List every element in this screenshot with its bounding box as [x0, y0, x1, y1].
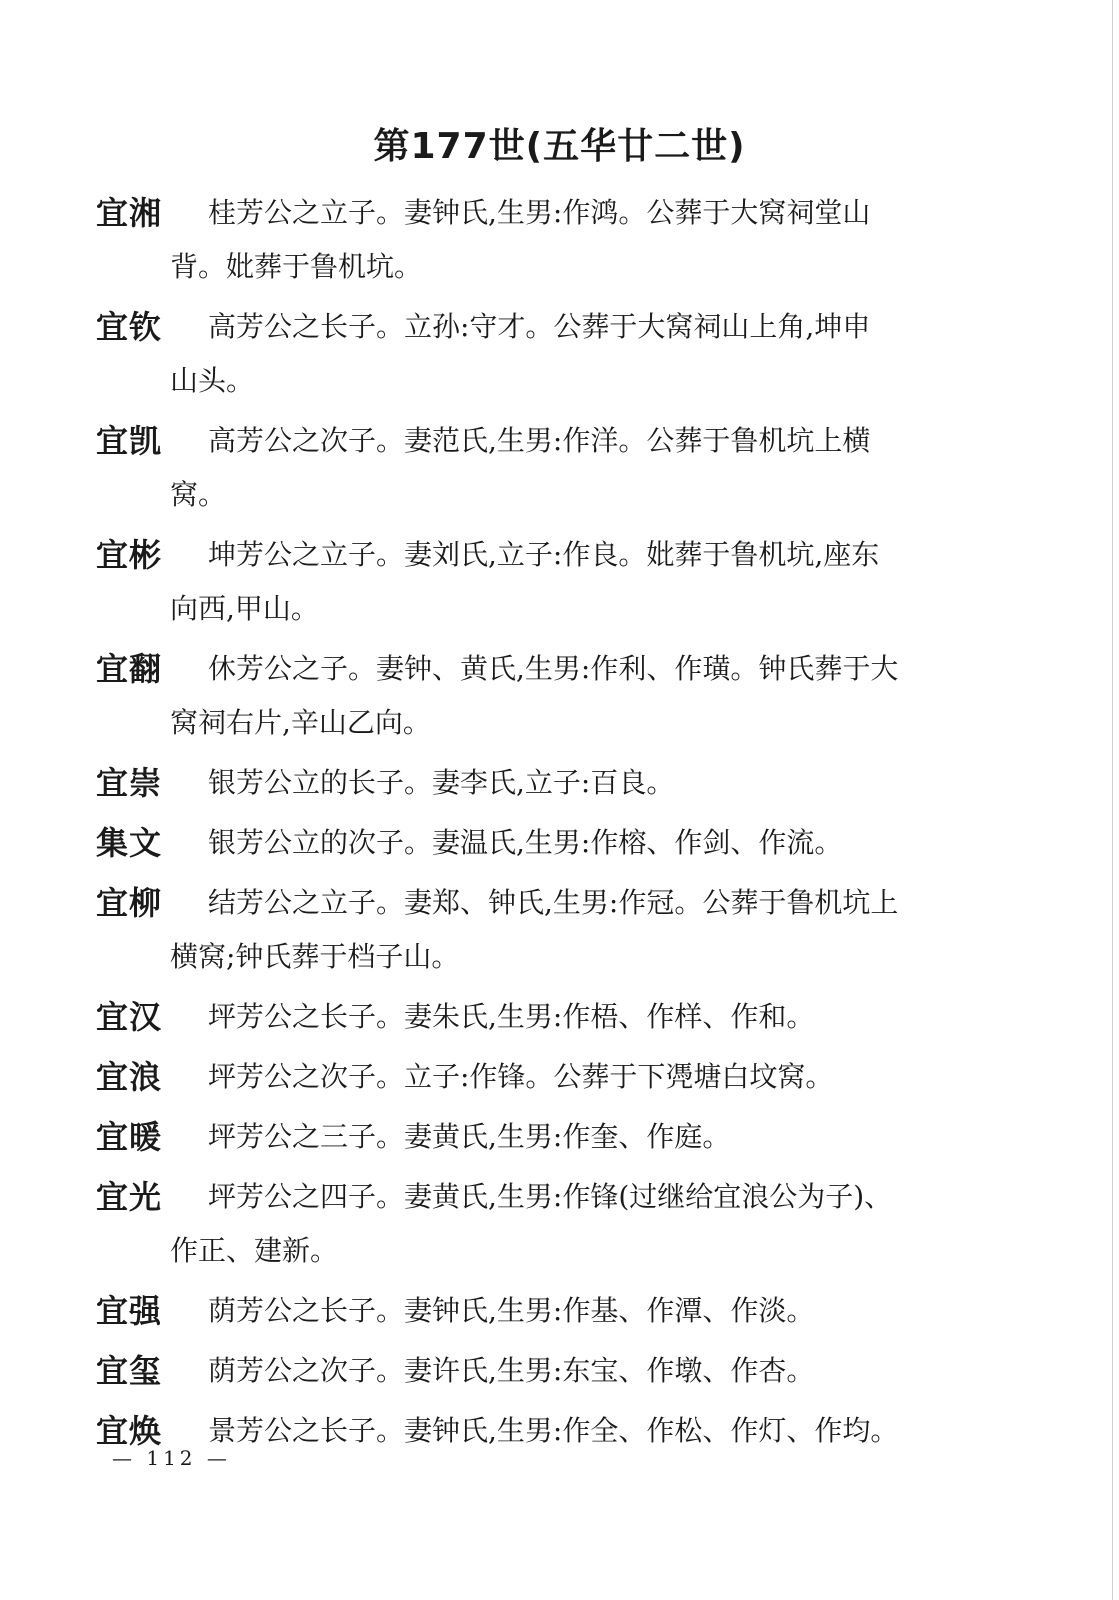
entry-line: 休芳公之子。妻钟、黄氏,生男:作利、作璜。钟氏葬于大	[208, 652, 899, 685]
entry-text	[208, 990, 1026, 1044]
entry-line: 荫芳公之长子。妻钟氏,生男:作基、作潭、作淡。	[208, 1294, 815, 1327]
entry	[96, 1344, 1026, 1398]
entry	[96, 1110, 1026, 1164]
entry-name: 宜柳	[96, 884, 163, 922]
entry	[96, 990, 1026, 1044]
entry	[96, 1170, 1026, 1278]
page-edge	[1112, 0, 1113, 1600]
entry-name: 宜翻	[96, 650, 163, 688]
entry-name: 宜浪	[96, 1058, 163, 1096]
entry-line: 桂芳公之立子。妻钟氏,生男:作鸿。公葬于大窝祠堂山	[208, 196, 871, 229]
entry-line-continued: 山头。	[170, 364, 255, 397]
entry-text	[170, 186, 1026, 294]
entry-line: 坪芳公之三子。妻黄氏,生男:作奎、作庭。	[208, 1120, 731, 1153]
entry-text	[170, 300, 1026, 408]
entry-line: 结芳公之立子。妻郑、钟氏,生男:作冠。公葬于鲁机坑上	[208, 886, 899, 919]
entry-text	[170, 1170, 1026, 1278]
entry	[96, 1404, 1026, 1458]
entry-line-continued: 背。妣葬于鲁机坑。	[170, 250, 423, 283]
entry-name: 宜崇	[96, 764, 163, 802]
entry-name: 宜凯	[96, 422, 163, 460]
entry-line-continued: 窝祠右片,辛山乙向。	[170, 706, 431, 739]
entry-line: 高芳公之长子。立孙:守才。公葬于大窝祠山上角,坤申	[208, 310, 871, 343]
entry	[96, 1284, 1026, 1338]
entry-line: 坪芳公之次子。立子:作锋。公葬于下凴塘白坟窝。	[208, 1060, 834, 1093]
entry-text	[170, 528, 1026, 636]
genealogy-entries	[96, 186, 1026, 1464]
entry-line: 坪芳公之长子。妻朱氏,生男:作梧、作样、作和。	[208, 1000, 815, 1033]
entry	[96, 186, 1026, 294]
entry-name: 宜钦	[96, 308, 163, 346]
entry-line: 银芳公立的长子。妻李氏,立子:百良。	[208, 766, 675, 799]
entry-text	[208, 1050, 1026, 1104]
entry-line-continued: 横窝;钟氏葬于档子山。	[170, 940, 460, 973]
entry-text	[208, 1404, 1026, 1458]
entry	[96, 816, 1026, 870]
entry-name: 宜光	[96, 1178, 163, 1216]
entry	[96, 1050, 1026, 1104]
entry-text	[208, 1284, 1026, 1338]
entry-line: 荫芳公之次子。妻许氏,生男:东宝、作墩、作杏。	[208, 1354, 815, 1387]
entry-line-continued: 窝。	[170, 478, 227, 511]
entry-line-continued: 向西,甲山。	[170, 592, 319, 625]
entry-line: 银芳公立的次子。妻温氏,生男:作榕、作剑、作流。	[208, 826, 843, 859]
entry-text	[208, 756, 1026, 810]
entry-name: 宜暖	[96, 1118, 163, 1156]
entry-name: 集文	[96, 824, 163, 862]
entry-text	[208, 1344, 1026, 1398]
entry-text	[208, 1110, 1026, 1164]
entry-name: 宜强	[96, 1292, 163, 1330]
entry	[96, 642, 1026, 750]
page-title: 第177世(五华廿二世)	[373, 126, 746, 167]
entry-text	[170, 876, 1026, 984]
entry-name: 宜湘	[96, 194, 163, 232]
entry	[96, 300, 1026, 408]
entry-line-continued: 作正、建新。	[170, 1234, 339, 1267]
entry-line: 坤芳公之立子。妻刘氏,立子:作良。妣葬于鲁机坑,座东	[208, 538, 880, 571]
entry	[96, 756, 1026, 810]
entry-name: 宜玺	[96, 1352, 163, 1390]
entry-line: 景芳公之长子。妻钟氏,生男:作全、作松、作灯、作均。	[208, 1414, 899, 1447]
entry-name: 宜焕	[96, 1412, 163, 1450]
entry-text	[170, 642, 1026, 750]
page-number: — 112 —	[112, 1446, 231, 1470]
entry-line: 坪芳公之四子。妻黄氏,生男:作锋(过继给宜浪公为子)、	[208, 1180, 893, 1213]
entry	[96, 528, 1026, 636]
entry	[96, 876, 1026, 984]
entry-text	[170, 414, 1026, 522]
entry	[96, 414, 1026, 522]
entry-name: 宜汉	[96, 998, 163, 1036]
entry-name: 宜彬	[96, 536, 163, 574]
entry-line: 高芳公之次子。妻范氏,生男:作洋。公葬于鲁机坑上横	[208, 424, 871, 457]
entry-text	[208, 816, 1026, 870]
